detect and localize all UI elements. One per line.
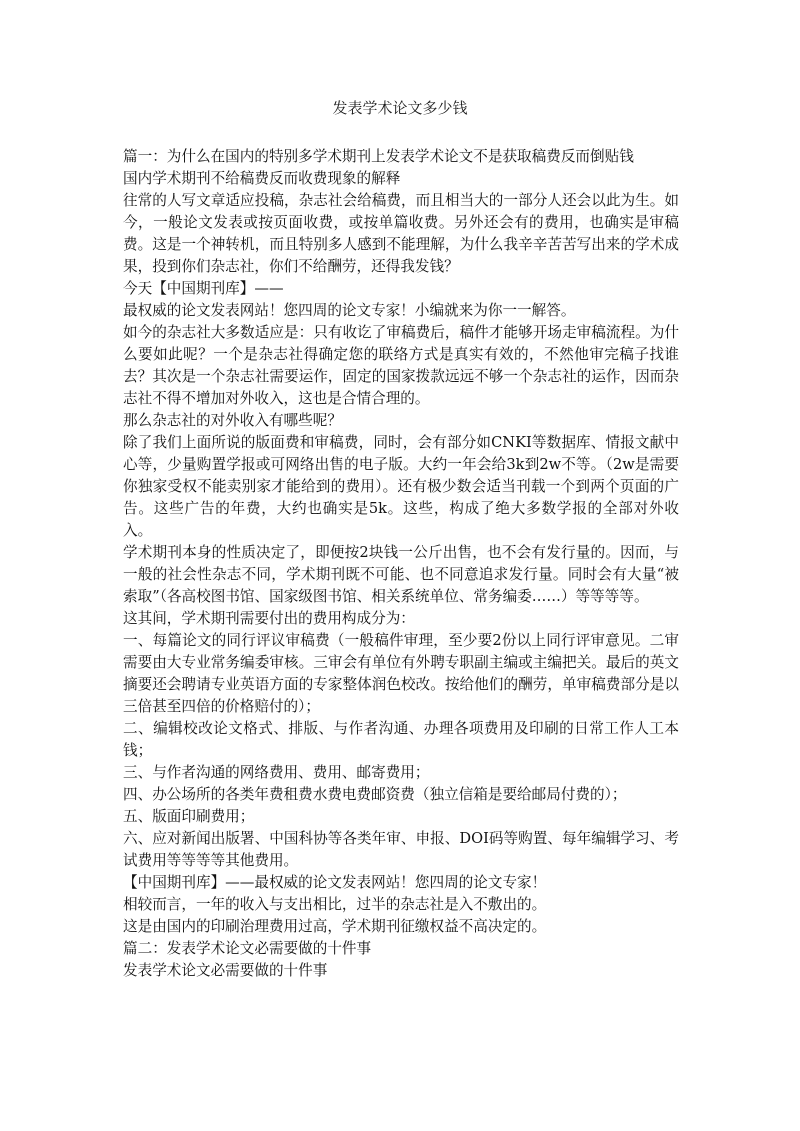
- list-item-cost-5: 五、版面印刷费用；: [123, 808, 255, 825]
- paragraph-authority: 最权威的论文发表网站！您四周的论文专家！小编就来为你一一解答。: [123, 302, 576, 319]
- paragraph-promo: 【中国期刊库】——最权威的论文发表网站！您四周的论文专家！: [123, 874, 547, 891]
- heading-part-one: 篇一：为什么在国内的特别多学术期刊上发表学术论文不是获取稿费反而倒贴钱: [123, 148, 634, 165]
- list-item-cost-4: 四、办公场所的各类年费租费水费电费邮资费（独立信箱是要给邮局付费的）；: [123, 786, 627, 803]
- paragraph-today: 今天【中国期刊库】——: [123, 280, 284, 297]
- paragraph-subtitle: 国内学术期刊不给稿费反而收费现象的解释: [123, 170, 401, 187]
- paragraph-question: 那么杂志社的对外收入有哪些呢？: [123, 412, 342, 429]
- paragraph-nature: 学术期刊本身的性质决定了，即便按2块钱一公斤出售，也不会有发行量的。因而，与一般的社会性杂志不同，学术期刊既不可能、也不同意追求发行量。同时会有大量“被索取”（各高校图书馆、国家级图书馆、相关系统单位、常务编委……）等等等等。: [123, 544, 679, 605]
- paragraph-intro: 往常的人写文章适应投稿，杂志社会给稿费，而且相当大的一部分人还会以此为生。如今，一般论文发表或按页面收费，或按单篇收费。另外还会有的费用，也确实是审稿费。这是一个神转机，而且特别多人感到不能理解，为什么我辛辛苦苦写出来的学术成果，投到你们杂志社，你们不给酬劳，还得我发钱？: [123, 192, 679, 275]
- document-body: [123, 146, 679, 982]
- heading-part-two: 篇二：发表学术论文必需要做的十件事: [123, 940, 372, 957]
- paragraph-conclusion: 这是由国内的印刷治理费用过高，学术期刊征缴权益不高决定的。: [123, 918, 547, 935]
- paragraph-comparison: 相较而言，一年的收入与支出相比，过半的杂志社是入不敷出的。: [123, 896, 547, 913]
- list-item-cost-6: 六、应对新闻出版署、中国科协等各类年审、申报、DOI码等购置、每年编辑学习、考试费用等等等等其他费用。: [123, 830, 679, 869]
- list-item-cost-2: 二、编辑校改论文格式、排版、与作者沟通、办理各项费用及印刷的日常工作人工本钱；: [123, 720, 679, 759]
- list-item-cost-1: 一、每篇论文的同行评议审稿费（一般稿件审理，至少要2份以上同行评审意见。二审需要由大专业常务编委审核。三审会有单位有外聘专职副主编或主编把关。最后的英文摘要还会聘请专业英语方面的专家整体润色校改。按给他们的酬劳，单审稿费部分是以三倍甚至四倍的价格赔付的）；: [123, 632, 679, 715]
- list-item-cost-3: 三、与作者沟通的网络费用、费用、邮寄费用；: [123, 764, 430, 781]
- paragraph-part-two-title: 发表学术论文必需要做的十件事: [123, 962, 328, 979]
- paragraph-income: 除了我们上面所说的版面费和审稿费，同时，会有部分如CNKI等数据库、情报文献中心等，少量购置学报或可网络出售的电子版。大约一年会给3k到2w不等。（2w是需要你独家受权不能卖别家才能给到的费用）。还有极少数会适当刊载一个到两个页面的广告。这些广告的年费，大约也确实是5k。这些，构成了绝大多数学报的全部对外收入。: [123, 434, 679, 539]
- paragraph-review-fee: 如今的杂志社大多数适应是：只有收讫了审稿费后，稿件才能够开场走审稿流程。为什么要如此呢？一个是杂志社得确定您的联络方式是真实有效的，不然他审完稿子找谁去？其次是一个杂志社需要运作，固定的国家拨款远远不够一个杂志社的运作，因而杂志社不得不增加对外收入，这也是合情合理的。: [123, 324, 679, 407]
- paragraph-cost-intro: 这其间，学术期刊需要付出的费用构成分为：: [123, 610, 415, 627]
- document-title: 发表学术论文多少钱: [332, 99, 468, 117]
